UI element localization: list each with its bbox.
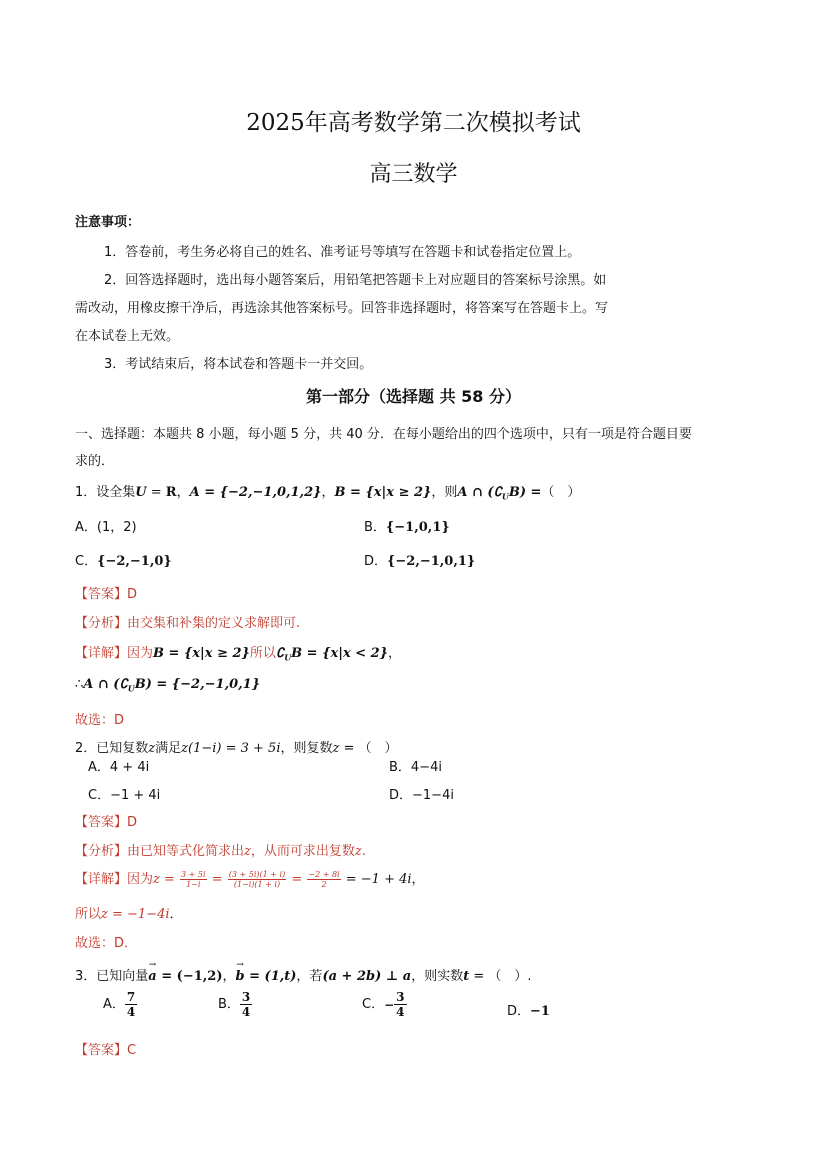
fraction: $\frac{(3 + 5i)(1 + i)}{(1-i)(1 + i)}$ (228, 870, 286, 889)
notice-item-3: 3．考试结束后，将本试卷和答题卡一并交回。 (104, 357, 373, 372)
set-u: U (135, 485, 147, 500)
question-2-conclusion: 所以z = −1−4i． (75, 907, 183, 922)
question-3-stem: 3．已知向量→ a = (−1,2)，→ b = (1,t)，若(a + 2b) ⊥ a，则实数t = （ ）. (75, 965, 532, 984)
equals: = (146, 485, 166, 500)
question-2-stem: 2．已知复数z满足z(1−i) = 3 + 5i，则复数z = （ ） (75, 741, 398, 756)
notice-item-2-line-3: 在本试卷上无效。 (75, 329, 180, 344)
notice-item-2-line-1: 2．回答选择题时，选出每小题答案后，用铅笔把答题卡上对应题目的答案标号涂黑。如 (104, 273, 607, 288)
question-1-option-c: C．{−2,−1,0} (75, 554, 172, 569)
set-b-definition: B = {x|x ≥ 2} (334, 485, 432, 500)
exam-title: 2025年高考数学第二次模拟考试 (246, 110, 581, 136)
notice-item-1: 1．答卷前，考生务必将自己的姓名、准考证号等填写在答题卡和试卷指定位置上。 (104, 245, 581, 260)
question-1-stem (75, 481, 580, 502)
section-intro-line-1: 一、选择题：本题共 8 小题，每小题 5 分，共 40 分．在每小题给出的四个选项中，只有一项是符合题目要 (75, 427, 692, 442)
question-2-analysis: 【分析】由已知等式化简求出z，从而可求出复数z. (75, 844, 366, 859)
question-3-option-d: D．−1 (507, 1004, 550, 1019)
question-3-answer: 【答案】C (75, 1043, 137, 1058)
question-3-option-b: B． $\frac{3}{4}$ (218, 990, 251, 1019)
question-3-option-c: C．− $\frac{3}{4}$ (362, 990, 405, 1019)
question-1-option-b: B．{−1,0,1} (364, 520, 450, 535)
question-2-option-b: B．4−4i (389, 760, 442, 775)
question-2-option-c: C．−1 + 4i (88, 788, 161, 803)
answer-blank: （ ） (541, 485, 581, 500)
section-intro-line-2: 求的． (75, 454, 115, 469)
question-2-answer: 【答案】D (75, 815, 138, 830)
question-3-option-a: A． $\frac{7}{4}$ (103, 990, 136, 1019)
question-1-option-a: A．(1，2) (75, 520, 137, 535)
set-a-definition: A = {−2,−1,0,1,2} (189, 485, 322, 500)
exam-subtitle: 高三数学 (369, 162, 458, 187)
section-title: 第一部分（选择题 共 58 分） (306, 387, 521, 406)
question-2-option-a: A．4 + 4i (88, 760, 150, 775)
comma: ， (321, 485, 335, 500)
notice-heading: 注意事项： (75, 215, 141, 230)
ask-text: ，则 (431, 485, 458, 500)
set-r: R (165, 485, 177, 500)
question-1-option-d: D．{−2,−1,0,1} (364, 554, 476, 569)
intersection-expression: A ∩ $(∁_UB)$ = (457, 485, 542, 502)
question-1-detail: 【详解】因为B = {x|x ≥ 2}所以$∁_UB = \{x|x < 2\}$， (75, 646, 402, 663)
question-1-choice: 故选：D (75, 713, 125, 728)
question-1-number: 1．设全集 (75, 485, 136, 500)
question-1-answer: 【答案】D (75, 587, 138, 602)
fraction: $\frac{-2 + 8i}{2}$ (308, 870, 340, 889)
question-2-option-d: D．−1−4i (389, 788, 454, 803)
comma: ， (176, 485, 190, 500)
question-1-result: ∴A ∩ $(∁_UB) = \{-2,-1,0,1\}$ (75, 677, 261, 694)
question-2-choice: 故选：D． (75, 936, 138, 951)
question-2-detail: 【详解】因为z = $\frac{3 + 5i}{1-i}$ = $\frac{(3 + 5i)(1 + i)}{(1-i)(1 + i)}$ = $\frac{-2 + 8i}{2}$ = −1 + 4i， (75, 870, 425, 889)
question-1-analysis: 【分析】由交集和补集的定义求解即可. (75, 616, 301, 631)
fraction: $\frac{3 + 5i}{1-i}$ (181, 870, 206, 889)
notice-item-2-line-2: 需改动，用橡皮擦干净后，再选涂其他答案标号。回答非选择题时，将答案写在答题卡上。写 (75, 301, 609, 316)
